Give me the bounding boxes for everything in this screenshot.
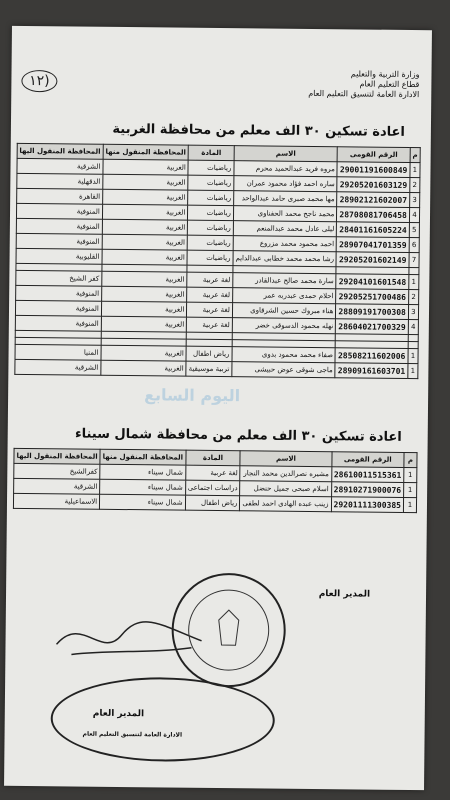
row-national-id: 29205201602149 [336,252,409,268]
col-subject: المادة [185,450,240,466]
header-line-3: الادارة العامة لتنسيق التعليم العام [308,88,420,100]
row-name: رشا محمد محمد خطابى عبدالدايم [233,251,337,267]
row-index: 3 [409,192,419,207]
page-number: (١٢ [21,70,57,92]
row-index: 7 [409,252,419,267]
row-index: 1 [404,482,417,497]
col-subject: المادة [188,145,234,160]
col-to-governorate: المحافظة المنقول اليها [17,143,103,159]
row-from-governorate: الغربية [102,234,188,250]
row-national-id: 29204101601548 [336,274,409,290]
row-subject: رياضيات [187,250,233,265]
section1-title: اعادة تسكين ٣٠ الف معلم من محافظة الغربية [112,121,405,140]
row-name: سارة محمد صالح عبدالقادر [233,273,337,289]
header-line-1: وزارة التربية والتعليم [350,69,420,80]
row-index: 1 [410,162,420,177]
director-title: المدير العام [318,589,371,600]
row-national-id: 28809191700308 [336,304,409,320]
table-row [15,359,418,378]
round-emblem-stamp [171,573,286,688]
row-subject: لغة عربية [185,465,240,481]
row-to-governorate: كفر الشيخ [15,270,101,286]
row-from-governorate: شمال سيناء [100,464,186,480]
row-index: 3 [408,304,418,319]
row-to-governorate: الدقهلية [17,173,103,189]
ministry-header [308,69,419,100]
row-from-governorate: الغربية [101,301,187,317]
section1-table [14,143,421,379]
row-subject: رياضيات [188,190,234,205]
row-to-governorate: المنوفية [15,285,101,301]
row-national-id: 29205251700486 [336,289,409,305]
row-subject: رياضيات [188,220,234,235]
row-subject: رياضيات [188,175,234,190]
row-name: مشيره نصرالدين محمد النجار [240,466,331,482]
row-index: 5 [409,222,419,237]
row-subject: لغة عربية [187,272,233,287]
row-name: ماجى شوقى عوض حبيشى [232,362,336,378]
row-from-governorate: شمال سيناء [100,479,186,495]
row-national-id: 29201111300385 [331,497,404,513]
row-national-id: 28907041701359 [337,237,410,253]
row-national-id: 28902121602007 [337,192,410,208]
row-index: 1 [403,497,416,512]
row-to-governorate: الشرقية [17,158,103,174]
row-national-id: 28610011515361 [331,467,404,483]
row-subject: تربية موسيقية [186,361,232,376]
eagle-emblem-icon [173,575,284,686]
row-from-governorate: الغربية [101,286,187,302]
row-name: ليلى عادل محمد عبدالمنعم [233,221,337,237]
row-name: صفاء محمد محمود بدوى [232,347,336,363]
row-index: 6 [409,237,419,252]
row-from-governorate: الغربية [102,204,188,220]
row-to-governorate: المنيا [15,344,101,360]
row-national-id: 28910271900076 [331,482,404,498]
row-to-governorate: القليوبية [16,248,102,264]
row-index: 1 [404,467,417,482]
row-to-governorate: المنوفية [15,315,101,331]
row-name: ساره احمد فؤاد محمود عمران [234,176,338,192]
row-to-governorate: الشرقية [14,478,100,494]
row-name: مروه فريد عبدالحميد محرم [234,161,338,177]
row-subject: لغة عربية [187,302,233,317]
row-index: 4 [409,207,419,222]
row-name: احلام حمدى عبدربه عمر [233,288,337,304]
row-national-id: 29001191600849 [337,162,410,178]
stamp-text: الادارة العامة لتنسيق التعليم العام [82,730,183,739]
col-national-id: الرقم القومى [338,147,411,163]
row-national-id: 28909161603701 [335,363,408,379]
row-to-governorate: كفرالشيخ [14,463,100,479]
row-subject: لغة عربية [187,287,233,302]
row-subject: لغة عربية [187,317,233,332]
section2-table [13,448,418,513]
row-national-id: 28708081706458 [337,207,410,223]
row-name: محمد ناجح محمد الحفناوى [233,206,337,222]
row-subject: دراسات اجتماعى [185,480,240,496]
row-subject: رياض اطفال [185,495,240,511]
row-subject: رياضيات [188,205,234,220]
row-from-governorate: الغربية [102,219,188,235]
row-from-governorate: الغربية [103,174,189,190]
row-index: 4 [408,319,418,334]
col-from-governorate: المحافظة المنقول منها [103,144,189,160]
row-to-governorate: المنوفية [16,203,102,219]
document-sheet [4,26,432,790]
row-index: 1 [408,363,418,378]
section2-title: اعادة تسكين ٣٠ الف معلم من محافظة شمال سيناء [74,426,402,445]
document-content [10,26,426,790]
row-subject: رياضيات [188,160,234,175]
row-index: 1 [409,274,419,289]
row-from-governorate: الغربية [102,189,188,205]
row-index: 2 [410,177,420,192]
row-to-governorate: الشرقية [15,359,101,375]
col-name: الاسم [240,451,331,467]
row-national-id: 29205201603129 [337,177,410,193]
row-from-governorate: الغربية [103,159,189,175]
row-subject: رياضيات [187,235,233,250]
row-national-id: 28604021700329 [336,319,409,335]
col-national-id: الرقم القومى [331,452,404,468]
row-name: مها محمد صبرى حامد عبدالواحد [234,191,338,207]
row-from-governorate: الغربية [102,271,188,287]
oval-office-stamp [50,676,275,762]
row-national-id: 28401161605224 [337,222,410,238]
row-from-governorate: الغربية [102,249,188,265]
table-row [13,493,416,512]
header-line-2: قطاع التعليم العام [359,79,420,90]
col-from-governorate: المحافظة المنقول منها [100,449,186,465]
col-to-governorate: المحافظة المنقول اليها [14,448,100,464]
row-name: زينب عبده الهادى احمد لطفى [240,496,331,512]
watermark: اليوم السابع [144,385,241,406]
row-name: هناء مبروك حسين الشرقاوى [232,303,336,319]
row-from-governorate: الغربية [101,360,187,376]
row-from-governorate: شمال سيناء [100,494,186,510]
row-to-governorate: المنوفية [16,233,102,249]
row-from-governorate: الغربية [101,345,187,361]
row-name: اسلام صبحى جميل حنضل [240,481,331,497]
stamp-role: المدير العام [92,708,145,720]
row-to-governorate: القاهرة [16,188,102,204]
row-national-id: 28508211602006 [335,348,408,364]
row-to-governorate: الاسماعيلية [13,493,99,509]
row-name: احمد محمود محمد مزروع [233,236,337,252]
row-from-governorate: الغربية [101,316,187,332]
col-index: م [410,147,420,162]
col-name: الاسم [234,146,338,162]
row-name: نهله محمود الدسوقى خضر [232,318,336,334]
col-index: م [404,452,417,467]
row-subject: رياض اطفال [186,346,232,361]
row-to-governorate: المنوفية [15,300,101,316]
row-to-governorate: المنوفية [16,218,102,234]
row-index: 1 [408,348,418,363]
row-index: 2 [408,289,418,304]
